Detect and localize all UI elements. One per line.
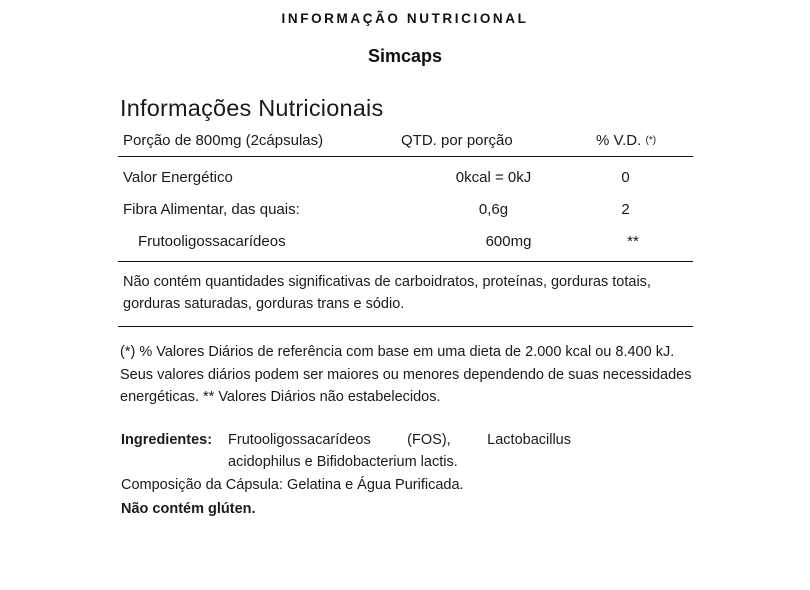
table-row bbox=[118, 193, 693, 225]
row-quantity: 600mg bbox=[485, 232, 532, 250]
row-nutrient-name: Fibra Alimentar, das quais: bbox=[123, 200, 300, 218]
ingredients-line bbox=[121, 430, 571, 474]
ingredients-value: Frutooligossacarídeos (FOS), Lactobacillus acidophilus e Bifidobacterium lactis. bbox=[228, 432, 571, 471]
table-row bbox=[118, 161, 693, 193]
column-header-daily-value bbox=[586, 132, 691, 149]
ingredients-block bbox=[118, 430, 571, 520]
nutrition-table bbox=[118, 156, 693, 262]
brand-name: Simcaps bbox=[367, 46, 443, 66]
no-significant-amounts-note: Não contém quantidades significativas de carboidratos, proteínas, gorduras totais, gorduras saturadas, gorduras trans e sódio. bbox=[118, 262, 693, 327]
column-header-quantity: QTD. por porção bbox=[401, 132, 513, 149]
row-nutrient-name: Valor Energético bbox=[123, 168, 233, 186]
column-header-serving: Porção de 800mg (2cápsulas) bbox=[123, 132, 324, 149]
ingredients-label: Ingredientes: bbox=[121, 432, 213, 449]
row-daily-value: 2 bbox=[621, 200, 630, 218]
table-row bbox=[118, 225, 693, 257]
nutrition-panel bbox=[118, 95, 693, 520]
document-header bbox=[0, 0, 810, 67]
gluten-free-statement: Não contém glúten. bbox=[121, 500, 256, 517]
row-nutrient-name: Frutooligossacarídeos bbox=[138, 232, 286, 250]
row-daily-value: 0 bbox=[621, 168, 630, 186]
daily-value-footnote: (*) % Valores Diários de referência com base em uma dieta de 2.000 kcal ou 8.400 kJ. Seus valores diários podem ser maiores ou menores dependendo de suas necessidades energéticas. ** Valores Diários não estabelecidos. bbox=[120, 344, 692, 405]
daily-value-footnote-marker: (*) bbox=[645, 135, 657, 146]
column-header-daily-value-text: % V.D. bbox=[596, 132, 642, 149]
table-column-headers bbox=[118, 132, 693, 156]
page-title: INFORMAÇÃO NUTRICIONAL bbox=[281, 11, 529, 26]
capsule-composition: Composição da Cápsula: Gelatina e Água Purificada. bbox=[121, 476, 464, 493]
row-daily-value: ** bbox=[627, 232, 639, 250]
row-quantity: 0kcal = 0kJ bbox=[455, 168, 532, 186]
panel-title: Informações Nutricionais bbox=[120, 95, 384, 121]
row-quantity: 0,6g bbox=[478, 200, 509, 218]
